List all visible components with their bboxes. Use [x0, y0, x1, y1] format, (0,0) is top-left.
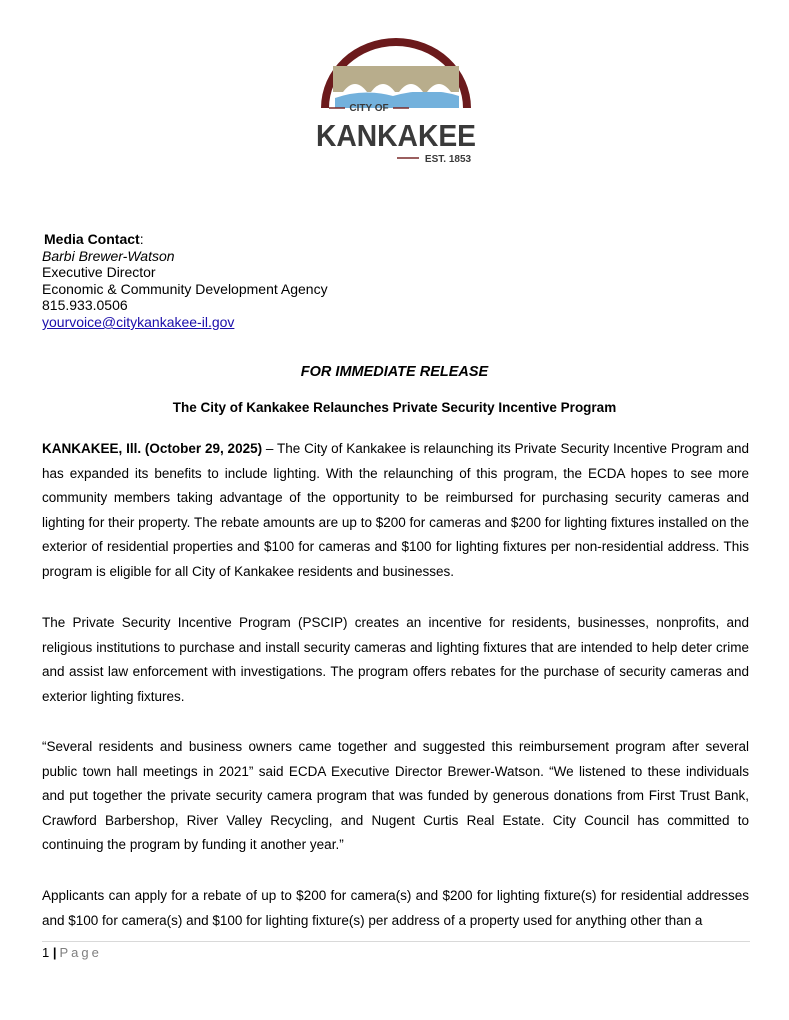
- page-separator: |: [52, 945, 57, 960]
- paragraph-2: The Private Security Incentive Program (PSCIP) creates an incentive for residents, businesses, nonprofits, and religious institutions to purchase and install security cameras and lighting fixtures that are intended to help deter crime and assist law enforcement with investigations. The program offers rebates for the purchase of security cameras and exterior lighting fixtures.: [42, 615, 749, 704]
- contact-name: Barbi Brewer-Watson: [42, 247, 175, 264]
- page-number: 1: [42, 945, 50, 960]
- footer-divider: [42, 941, 750, 942]
- headline: The City of Kankakee Relaunches Private Security Incentive Program: [172, 400, 617, 415]
- contact-email-link[interactable]: yourvoice@citykankakee-il.gov: [42, 313, 235, 330]
- logo-city-of: CITY OF: [349, 103, 389, 114]
- release-label: FOR IMMEDIATE RELEASE: [300, 364, 489, 380]
- page-label: Page: [59, 945, 102, 960]
- contact-title: Executive Director: [42, 264, 156, 281]
- logo-kankakee: KANKAKEE: [316, 118, 476, 153]
- logo-bridge-deck: [333, 66, 459, 74]
- media-contact-label: Media Contact: [44, 231, 140, 247]
- media-contact-heading: Media Contact:: [44, 231, 144, 247]
- paragraph-4: Applicants can apply for a rebate of up to $200 for camera(s) and $200 for lighting fixture(s) for residential addresses and $100 for camera(s) and $100 for lighting fixture(s) per address of a property used for anything other than a: [42, 888, 749, 928]
- city-logo: [313, 36, 479, 166]
- contact-phone: 815.933.0506: [42, 297, 128, 314]
- page-footer: [42, 945, 102, 960]
- media-contact-block: [42, 231, 328, 331]
- paragraph-3: “Several residents and business owners came together and suggested this reimbursement program after several public town hall meetings in 2021” said ECDA Executive Director Brewer-Watson. “We listened to these individuals and put together the private security camera program that was funded by generous donations from First Trust Bank, Crawford Barbershop, River Valley Recycling, and Nugent Curtis Real Estate. City Council has committed to continuing the program by funding it another year.”: [42, 739, 749, 853]
- paragraph-1-text: – The City of Kankakee is relaunching its Private Security Incentive Program and has expanded its benefits to include lighting. With the relaunching of this program, the ECDA hopes to see more community members taking advantage of the opportunity to be reimbursed for purchasing security cameras and lighting for their property. The rebate amounts are up to $200 for cameras and $200 for lighting fixtures installed on the exterior of residential properties and $100 for cameras and $100 for lighting fixtures per non-residential address. This program is eligible for all City of Kankakee residents and businesses.: [42, 441, 749, 579]
- contact-agency: Economic & Community Development Agency: [42, 280, 328, 297]
- logo-est: EST. 1853: [424, 154, 472, 165]
- city-logo-graphic: [313, 36, 479, 166]
- dateline: KANKAKEE, Ill. (October 29, 2025): [42, 441, 263, 456]
- paragraph-1: [42, 437, 749, 585]
